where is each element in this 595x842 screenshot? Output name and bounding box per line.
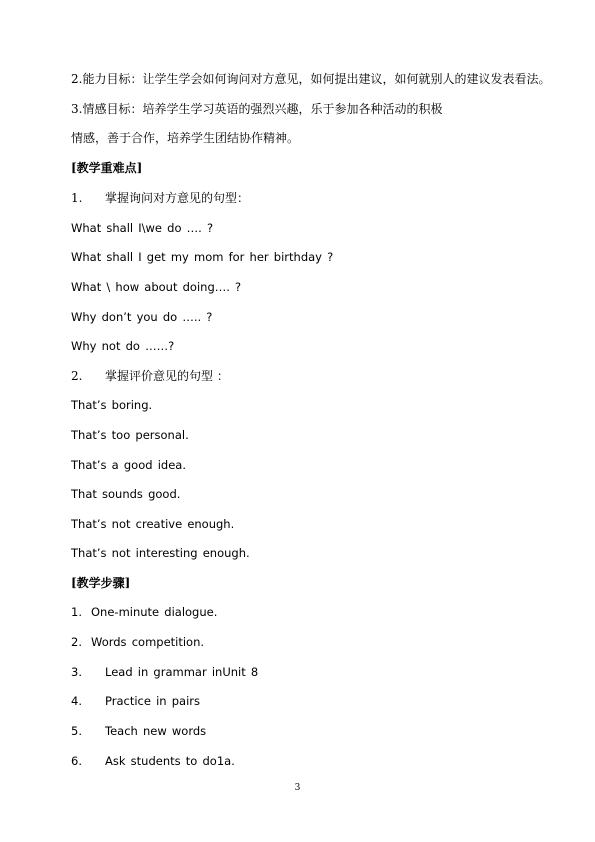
evaluating-pattern: That’s too personal. <box>71 428 189 442</box>
key-point-number: 1. <box>71 191 83 205</box>
step-text: Practice in pairs <box>105 694 200 708</box>
step-number: 5. <box>71 724 82 738</box>
evaluating-pattern: That’s boring. <box>71 398 153 412</box>
step-item <box>71 665 575 679</box>
key-point-item-1 <box>71 191 575 205</box>
key-points-heading: [教学重难点] <box>71 161 143 175</box>
ability-objective: 2.能力目标：让学生学会如何询问对方意见，如何提出建议，如何就别人的建议发表看法。 <box>71 72 551 86</box>
evaluating-pattern: That’s not interesting enough. <box>71 546 250 560</box>
step-text: Ask students to do1a. <box>105 754 235 768</box>
step-number: 1. <box>71 605 82 619</box>
asking-pattern: Why not do ……? <box>71 339 175 353</box>
emotion-objective-line2: 情感，善于合作，培养学生团结协作精神。 <box>71 131 300 145</box>
step-number: 3. <box>71 665 82 679</box>
asking-pattern: Why don’t you do ….. ? <box>71 310 213 324</box>
emotion-objective-line1: 3.情感目标：培养学生学习英语的强烈兴趣，乐于参加各种活动的积极 <box>71 102 443 116</box>
step-text: Lead in grammar inUnit 8 <box>105 665 259 679</box>
step-item <box>71 754 575 768</box>
step-text: Words competition. <box>91 635 205 649</box>
step-number: 6. <box>71 754 82 768</box>
key-point-text: 掌握评价意见的句型 ： <box>105 369 229 383</box>
step-item <box>71 694 575 708</box>
evaluating-pattern: That’s not creative enough. <box>71 517 235 531</box>
page-number: 3 <box>294 783 301 793</box>
step-text: One-minute dialogue. <box>91 605 218 619</box>
evaluating-pattern: That’s a good idea. <box>71 458 186 472</box>
step-item <box>71 724 575 738</box>
asking-pattern: What shall I\we do …. ? <box>71 221 214 235</box>
key-point-number: 2. <box>71 369 83 383</box>
step-item <box>71 605 575 619</box>
asking-pattern: What shall I get my mom for her birthday ? <box>71 250 334 264</box>
step-number: 2. <box>71 635 82 649</box>
asking-pattern: What \ how about doing…. ? <box>71 280 242 294</box>
step-text: Teach new words <box>105 724 207 738</box>
step-item <box>71 635 575 649</box>
step-number: 4. <box>71 694 82 708</box>
key-point-text: 掌握询问对方意见的句型： <box>105 191 250 205</box>
evaluating-pattern: That sounds good. <box>71 487 181 501</box>
key-point-item-2 <box>71 369 575 383</box>
teaching-steps-heading: [教学步骤] <box>71 576 131 590</box>
